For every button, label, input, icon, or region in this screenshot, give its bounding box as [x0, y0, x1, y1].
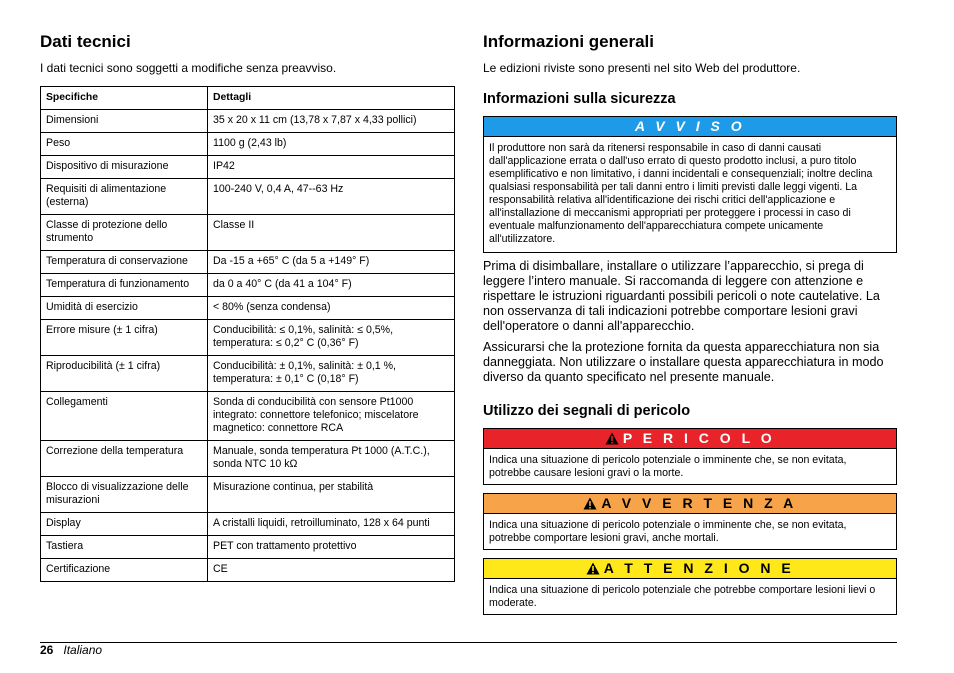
right-column [483, 30, 897, 615]
spec-detail-cell: Misurazione continua, per stabilità [208, 477, 455, 513]
pericolo-label: P E R I C O L O [622, 430, 776, 446]
table-row [41, 179, 455, 215]
table-row [41, 110, 455, 133]
pericolo-header [484, 429, 896, 449]
avviso-label: A V V I S O [484, 117, 896, 137]
table-row [41, 274, 455, 297]
spec-name-cell: Collegamenti [41, 392, 208, 441]
table-row [41, 513, 455, 536]
spec-detail-cell: da 0 a 40° C (da 41 a 104° F) [208, 274, 455, 297]
warning-triangle-icon [586, 562, 600, 575]
page-number: 26 [40, 643, 54, 657]
signals-heading: Utilizzo dei segnali di pericolo [483, 403, 691, 419]
spec-name-cell: Errore misure (± 1 cifra) [41, 320, 208, 356]
spec-name-cell: Riproducibilità (± 1 cifra) [41, 356, 208, 392]
avviso-text: Il produttore non sarà da ritenersi responsabile in caso di danni causati dall'applicazione errata o dall'uso errato di questo prodotto inclusi, a puro titolo esemplificativo e non limitativo, i danni incidentali e consequenziali; inoltre declina qualsiasi responsabilità per tali danni entro i limiti previsti dalle leggi vigenti. La responsabilità relativa all'identificazione dei rischi critici dell'applicazione e all'installazione di meccanismi appropriati per proteggere i processi in caso di eventuale malfunzionamento dell'apparecchiatura compete unicamente all'utilizzatore. [489, 142, 873, 245]
spec-detail-cell: Conducibilità: ≤ 0,1%, salinità: ≤ 0,5%, temperatura: ≤ 0,2° C (0,36° F) [208, 320, 455, 356]
page-footer [40, 643, 102, 657]
warning-triangle-icon [583, 497, 597, 510]
safety-paragraph-1: Prima di disimballare, installare o utilizzare l’apparecchio, si prega di leggere l’intero manuale. Si raccomanda di leggere con attenzione e rispettare le istruzioni riguardanti possibili pericoli o note cautelative. La non osservanza di tali indicazioni potrebbe comportare lesioni gravi dell'operatore o danni all'apparecchio. [483, 259, 880, 333]
spec-name-cell: Temperatura di funzionamento [41, 274, 208, 297]
table-row [41, 251, 455, 274]
spec-detail-cell: Classe II [208, 215, 455, 251]
column-header-specifiche: Specifiche [41, 87, 208, 110]
table-row [41, 320, 455, 356]
section-title-informazioni-generali: Informazioni generali [483, 32, 654, 51]
spec-detail-cell: Sonda di conducibilità con sensore Pt1000 integrato: connettore telefonico; miscelatore magnetico: connettore RCA [208, 392, 455, 441]
table-row [41, 559, 455, 582]
spec-name-cell: Dispositivo di misurazione [41, 156, 208, 179]
spec-name-cell: Dimensioni [41, 110, 208, 133]
spec-detail-cell: IP42 [208, 156, 455, 179]
spec-name-cell: Temperatura di conservazione [41, 251, 208, 274]
warning-triangle-icon [605, 432, 619, 445]
footer-divider [40, 642, 897, 643]
column-header-dettagli: Dettagli [208, 87, 455, 110]
spec-detail-cell: < 80% (senza condensa) [208, 297, 455, 320]
general-intro: Le edizioni riviste sono presenti nel sito Web del produttore. [483, 61, 801, 75]
table-row [41, 536, 455, 559]
spec-name-cell: Tastiera [41, 536, 208, 559]
spec-name-cell: Peso [41, 133, 208, 156]
spec-name-cell: Requisiti di alimentazione (esterna) [41, 179, 208, 215]
spec-detail-cell: PET con trattamento protettivo [208, 536, 455, 559]
avvertenza-text: Indica una situazione di pericolo potenziale o imminente che, se non evitata, potrebbe comportare lesioni gravi, anche mortali. [489, 519, 847, 544]
spec-detail-cell: 100-240 V, 0,4 A, 47--63 Hz [208, 179, 455, 215]
attenzione-box [483, 558, 897, 615]
spec-detail-cell: Conducibilità: ± 0,1%, salinità: ± 0,1 %, temperatura: ± 0,1° C (0,18° F) [208, 356, 455, 392]
spec-name-cell: Correzione della temperatura [41, 441, 208, 477]
spec-name-cell: Certificazione [41, 559, 208, 582]
spec-detail-cell: A cristalli liquidi, retroilluminato, 128 x 64 punti [208, 513, 455, 536]
avvertenza-label: A V V E R T E N Z A [601, 495, 797, 511]
specs-intro: I dati tecnici sono soggetti a modifiche senza preavviso. [40, 61, 337, 75]
table-row [41, 477, 455, 513]
avvertenza-header [484, 494, 896, 514]
spec-detail-cell: Da -15 a +65° C (da 5 a +149° F) [208, 251, 455, 274]
section-title-dati-tecnici: Dati tecnici [40, 32, 131, 51]
table-row [41, 297, 455, 320]
attenzione-label: A T T E N Z I O N E [603, 560, 795, 576]
avvertenza-box [483, 493, 897, 550]
spec-detail-cell: Manuale, sonda temperatura Pt 1000 (A.T.C.), sonda NTC 10 kΩ [208, 441, 455, 477]
left-column [40, 30, 455, 582]
specs-table-body [41, 110, 455, 582]
attenzione-text: Indica una situazione di pericolo potenziale che potrebbe comportare lesioni lievi o moderate. [489, 584, 876, 609]
spec-name-cell: Display [41, 513, 208, 536]
spec-detail-cell: CE [208, 559, 455, 582]
spec-detail-cell: 35 x 20 x 11 cm (13,78 x 7,87 x 4,33 pollici) [208, 110, 455, 133]
table-row [41, 156, 455, 179]
pericolo-text: Indica una situazione di pericolo potenziale o imminente che, se non evitata, potrebbe causare lesioni gravi o la morte. [489, 454, 847, 479]
table-row [41, 441, 455, 477]
footer-language: Italiano [63, 643, 103, 657]
spec-name-cell: Classe di protezione dello strumento [41, 215, 208, 251]
attenzione-header [484, 559, 896, 579]
pericolo-box [483, 428, 897, 485]
spec-detail-cell: 1100 g (2,43 lb) [208, 133, 455, 156]
table-row [41, 133, 455, 156]
table-row [41, 215, 455, 251]
table-row [41, 356, 455, 392]
table-header-row [41, 87, 455, 110]
spec-name-cell: Umidità di esercizio [41, 297, 208, 320]
specs-table [40, 86, 455, 582]
avviso-box [483, 116, 897, 253]
safety-paragraph-2: Assicurarsi che la protezione fornita da questa apparecchiatura non sia danneggiata. Non utilizzare o installare questa apparecchiatura in modo diverso da quanto specificato nel presente manuale. [483, 340, 884, 384]
table-row [41, 392, 455, 441]
spec-name-cell: Blocco di visualizzazione delle misurazioni [41, 477, 208, 513]
safety-heading: Informazioni sulla sicurezza [483, 91, 676, 107]
